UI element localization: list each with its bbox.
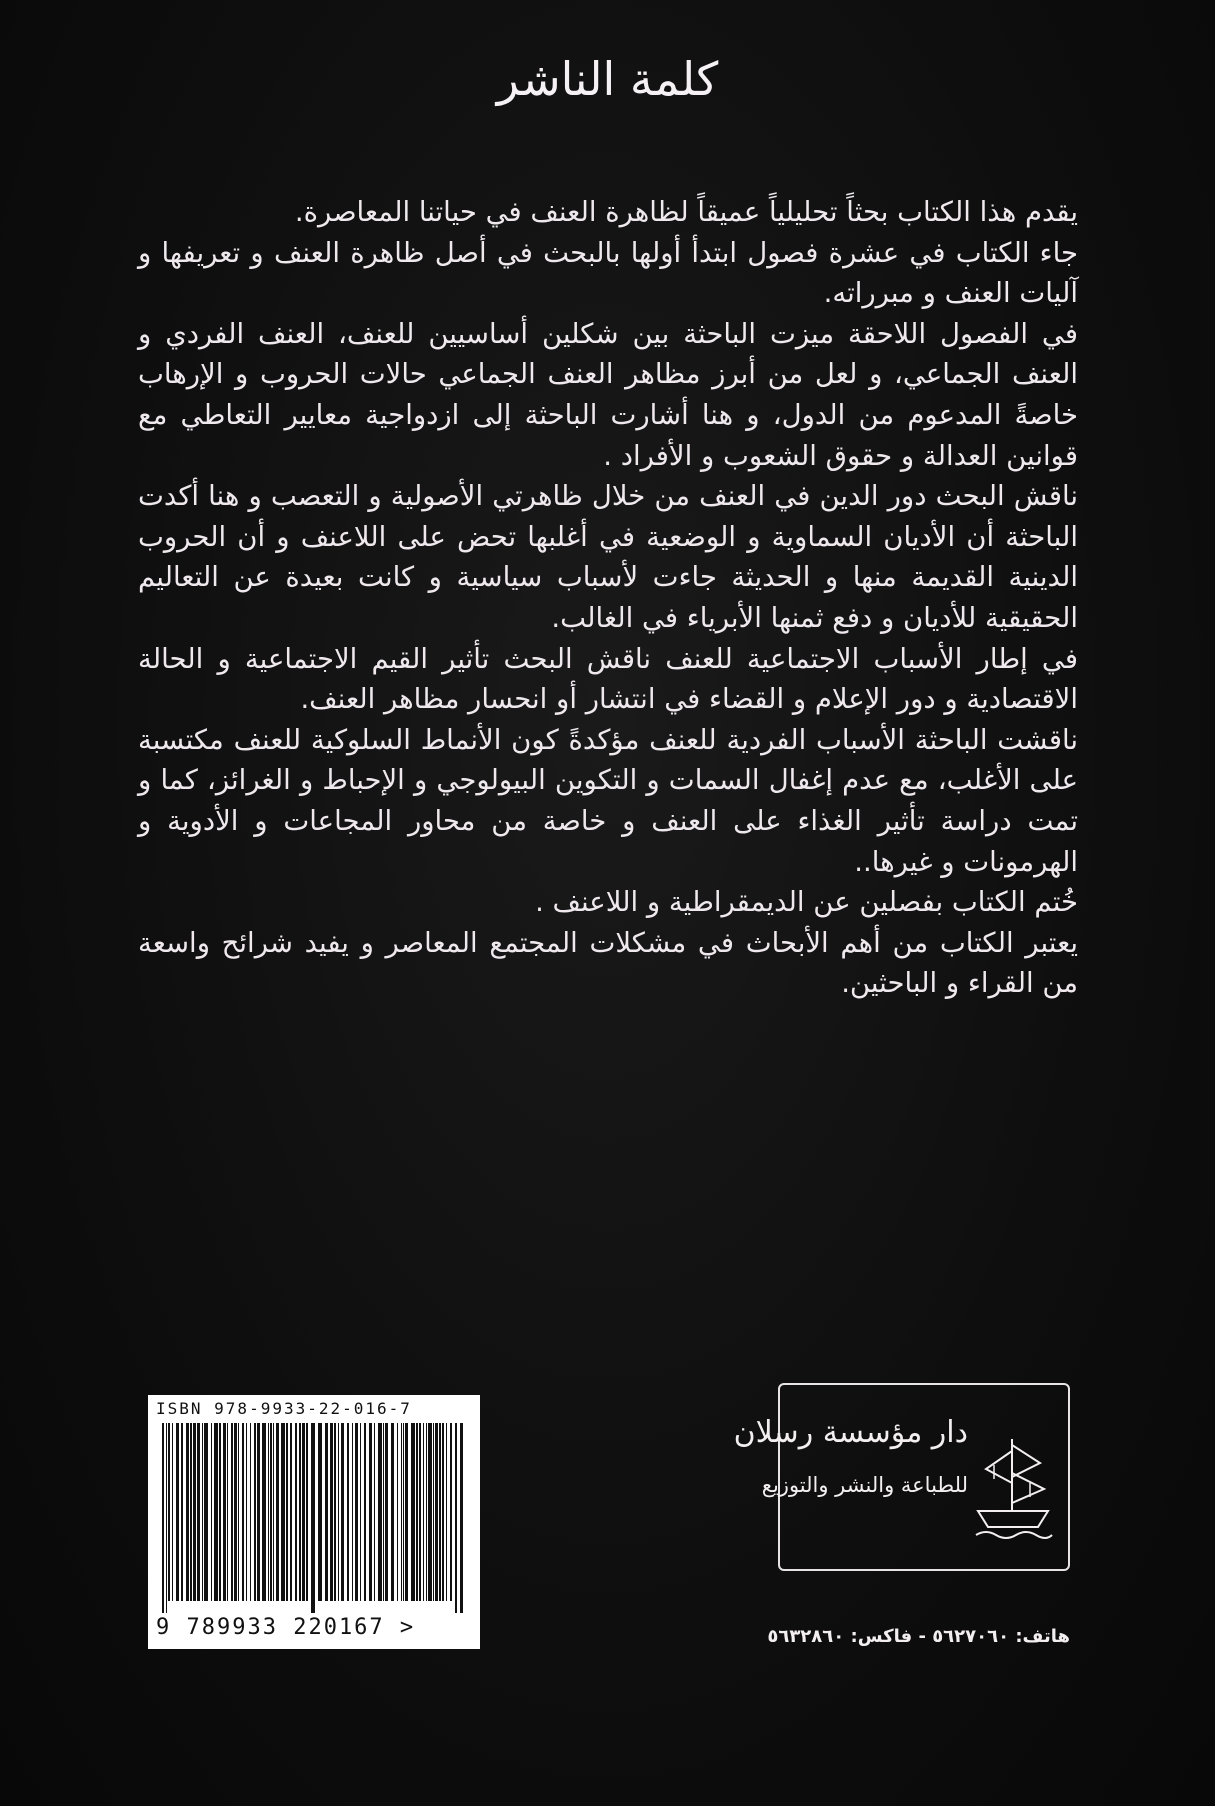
page-title: كلمة الناشر — [496, 52, 719, 106]
barcode-bar — [318, 1423, 322, 1601]
barcode-bar — [250, 1423, 251, 1601]
isbn-label: ISBN 978-9933-22-016-7 — [156, 1399, 412, 1418]
barcode-bar — [416, 1423, 418, 1601]
barcode-bar — [262, 1423, 266, 1601]
barcode-bar — [202, 1423, 203, 1601]
barcode-bar — [302, 1423, 305, 1601]
barcode-bar — [439, 1423, 441, 1601]
barcode-bar — [204, 1423, 208, 1601]
barcode-bar — [162, 1423, 164, 1613]
barcode-digits: 9 789933 220167 > — [156, 1615, 416, 1640]
barcode-bar — [193, 1423, 196, 1601]
barcode-bar — [214, 1423, 218, 1601]
barcode-bar — [176, 1423, 179, 1601]
barcode-bar — [211, 1423, 212, 1601]
barcode-bar — [276, 1423, 279, 1601]
barcode-bar — [242, 1423, 244, 1601]
publisher-word-text — [138, 192, 1078, 1004]
barcode-bar — [273, 1423, 274, 1601]
barcode-bar — [197, 1423, 200, 1601]
barcode-bar — [369, 1423, 372, 1601]
barcode-bar — [268, 1423, 269, 1601]
barcode-bar — [411, 1423, 415, 1601]
barcode-bar — [168, 1423, 170, 1601]
barcode-bar — [347, 1423, 349, 1601]
paragraph-conclusion: خُتم الكتاب بفصلين عن الديمقراطية و اللاعنف . — [535, 886, 1078, 919]
barcode-bar — [299, 1423, 301, 1601]
barcode-bar — [219, 1423, 221, 1601]
barcode-bar — [397, 1423, 398, 1601]
barcode-bar — [426, 1423, 427, 1601]
barcode-bar — [446, 1423, 447, 1601]
barcode-bar — [227, 1423, 228, 1601]
barcode-bar — [246, 1423, 247, 1601]
paragraph-individual-causes: ناقشت الباحثة الأسباب الفردية للعنف مؤكدةً كون الأنماط السلوكية للعنف مكتسبة على الأغلب، مع عدم إغفال السمات و التكوين البيولوجي و الإحباط و الغرائز، كما و تمت دراسة تأثير الغذاء على العنف و خاصة من محاور المجاعات و الأدوية و الهرمونات و غيرها.. — [138, 723, 1078, 878]
barcode-bar — [330, 1423, 333, 1601]
barcode-bar — [435, 1423, 438, 1601]
barcode-bar — [433, 1423, 434, 1601]
barcode-bar — [450, 1423, 452, 1601]
barcode-bar — [270, 1423, 272, 1601]
paragraph-social-causes: في إطار الأسباب الاجتماعية للعنف ناقش البحث تأثير القيم الاجتماعية و الحالة الاقتصادية و دور الإعلام و القضاء في انتشار أو انحسار مظاهر العنف. — [138, 642, 1078, 716]
barcode-bar — [166, 1423, 167, 1613]
barcode-bar — [338, 1423, 339, 1601]
barcode-bar — [186, 1423, 189, 1601]
publisher-logo-box — [733, 1383, 1070, 1571]
barcode-bar — [238, 1423, 239, 1601]
barcode-bar — [172, 1423, 173, 1601]
barcode-bar — [385, 1423, 388, 1601]
barcode-bar — [257, 1423, 260, 1601]
paragraph-individual-collective: في الفصول اللاحقة ميزت الباحثة بين شكلين أساسيين للعنف، العنف الفردي و العنف الجماعي، و لعل من أبرز مظاهر العنف الجماعي حالات الحروب و الإرهاب خاصةً المدعوم من الدول، و هنا أشارت الباحثة إلى ازدواجية معايير التعاطي مع قوانين العدالة و حقوق الشعوب و الأفراد . — [138, 317, 1078, 472]
isbn-barcode — [148, 1395, 480, 1649]
barcode-bar — [223, 1423, 226, 1601]
barcode-bar — [374, 1423, 375, 1601]
paragraph-intro: يقدم هذا الكتاب بحثاً تحليلياً عميقاً لظاهرة العنف في حياتنا المعاصرة. — [294, 196, 1078, 228]
barcode-bar — [325, 1423, 328, 1601]
barcode-bar — [234, 1423, 237, 1601]
barcode-bar — [306, 1423, 308, 1601]
barcode-bar — [334, 1423, 336, 1601]
paragraph-religion: ناقش البحث دور الدين في العنف من خلال ظاهرتي الأصولية و التعصب و هنا أكدت الباحثة أن الأديان السماوية و الوضعية في أغلبها تحض على اللاعنف و أن الحروب الدينية القديمة منها و الحديثة جاءت لأسباب سياسية و كانت بعيدة عن التعاليم الحقيقية للأديان و دفع ثمنها الأبرياء في الغالب. — [138, 480, 1078, 634]
barcode-bar — [378, 1423, 382, 1601]
barcode-bar — [290, 1423, 292, 1601]
barcode-bar — [383, 1423, 384, 1601]
barcode-bar — [181, 1423, 183, 1601]
paragraph-importance: يعتبر الكتاب من أهم الأبحاث في مشكلات المجتمع المعاصر و يفيد شرائح واسعة من القراء و الباحثين. — [138, 926, 1078, 1000]
barcode-bar — [442, 1423, 444, 1601]
barcode-bar — [391, 1423, 394, 1601]
barcode-bar — [419, 1423, 421, 1601]
barcode-bar — [286, 1423, 288, 1601]
publisher-contact: هاتف: ٥٦٢٧٠٦٠ - فاكس: ٥٦٣٢٨٦٠ — [767, 1626, 1070, 1647]
barcode-bar — [360, 1423, 361, 1601]
barcode-bar — [460, 1423, 463, 1613]
barcode-bar — [341, 1423, 344, 1601]
barcode-bar — [311, 1423, 315, 1613]
barcode-bar — [423, 1423, 424, 1601]
barcode-bar — [403, 1423, 404, 1601]
publisher-tagline: للطباعة والنشر والتوزيع — [761, 1473, 968, 1497]
barcode-bar — [455, 1423, 457, 1613]
barcode-bar — [190, 1423, 192, 1601]
barcode-bar — [364, 1423, 366, 1601]
barcode-bar — [231, 1423, 233, 1601]
barcode-bar — [401, 1423, 402, 1601]
paragraph-chapters: جاء الكتاب في عشرة فصول ابتدأ أولها بالبحث في أصل ظاهرة العنف و تعريفها و آليات العنف و مبرراته. — [138, 236, 1078, 310]
publisher-name: دار مؤسسة رسلان — [733, 1415, 968, 1450]
barcode-bar — [281, 1423, 285, 1601]
ship-icon — [972, 1433, 1054, 1543]
barcode-bar — [355, 1423, 358, 1601]
barcode-bar — [254, 1423, 256, 1601]
barcode-bar — [405, 1423, 408, 1601]
barcode-bar — [295, 1423, 297, 1601]
barcode-bars — [156, 1423, 472, 1613]
barcode-bar — [352, 1423, 353, 1601]
barcode-bar — [428, 1423, 432, 1601]
